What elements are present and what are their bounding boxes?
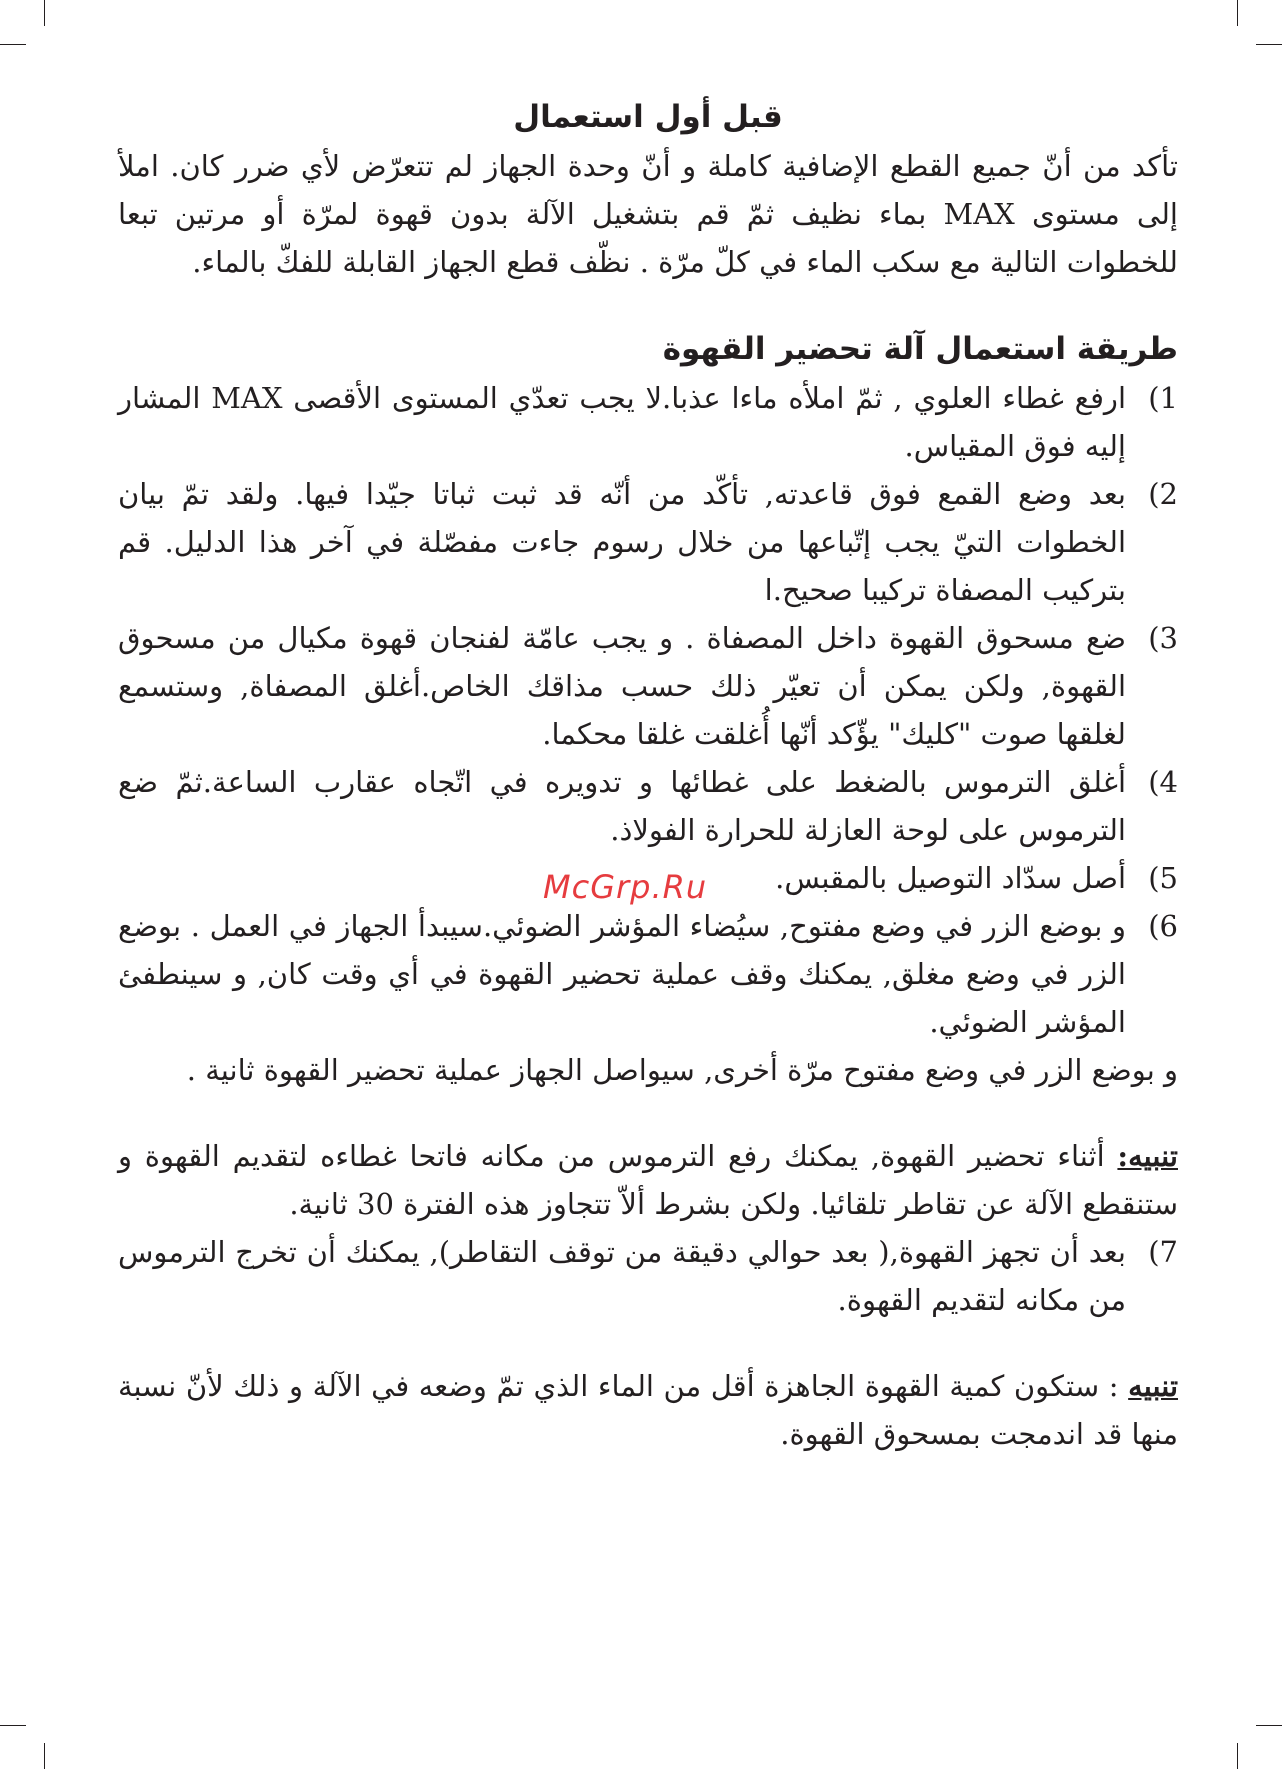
step-item xyxy=(118,614,1178,758)
step6-continuation: و بوضع الزر في وضع مفتوح مرّة أخرى, سيواصل الجهاز عملية تحضير القهوة ثانية . xyxy=(186,1053,1178,1087)
step-item xyxy=(118,470,1178,614)
crop-mark xyxy=(0,1725,26,1726)
crop-mark xyxy=(44,0,45,26)
section-title: طريقة استعمال آلة تحضير القهوة xyxy=(662,331,1178,367)
crop-mark xyxy=(1237,0,1238,26)
step-item xyxy=(118,902,1178,1046)
step-text: بعد أن تجهز القهوة,( بعد حوالي دقيقة من توقف التقاطر), يمكنك أن تخرج الترموس من مكانه لتقديم القهوة. xyxy=(118,1235,1126,1317)
page-title: قبل أول استعمال xyxy=(513,99,783,135)
crop-mark xyxy=(1256,44,1282,45)
crop-mark xyxy=(0,44,26,45)
step-item xyxy=(118,1228,1178,1324)
step-number: (3 xyxy=(1148,621,1178,655)
crop-mark xyxy=(44,1743,45,1769)
spacer xyxy=(118,286,1178,324)
spacer xyxy=(118,1324,1178,1362)
note-paragraph xyxy=(118,1362,1178,1458)
step-number: (7 xyxy=(1148,1235,1178,1269)
note-text: : ستكون كمية القهوة الجاهزة أقل من الماء الذي تمّ وضعه في الآلة و ذلك لأنّ نسبة منها قد اندمجت بمسحوق القهوة. xyxy=(118,1369,1178,1451)
note-label: تنبيه xyxy=(1128,1369,1179,1403)
note-paragraph xyxy=(118,1132,1178,1228)
step-number: (1 xyxy=(1148,381,1178,415)
step-number: (5 xyxy=(1148,861,1178,895)
step-number: (6 xyxy=(1148,909,1178,943)
step-number: (4 xyxy=(1148,765,1178,799)
crop-mark xyxy=(1237,1743,1238,1769)
step-item xyxy=(118,758,1178,854)
steps-list xyxy=(118,374,1178,1046)
step-number: (2 xyxy=(1148,477,1178,511)
step-text: بعد وضع القمع فوق قاعدته, تأكّد من أنّه قد ثبت ثباتا جيّدا فيها. ولقد تمّ بيان الخطوات التيّ يجب إتّباعها من خلال رسوم جاءت مفصّلة في آخر هذا الدليل. قم بتركيب المصفاة تركيبا صحيح.ا xyxy=(118,477,1126,607)
step-text: ارفع غطاء العلوي , ثمّ املأه ماءا عذبا.لا يجب تعدّي المستوى الأقصى MAX المشار إليه فوق المقياس. xyxy=(118,381,1126,463)
spacer xyxy=(118,1094,1178,1132)
step-text: أصل سدّاد التوصيل بالمقبس. xyxy=(775,861,1126,895)
step-text: أغلق الترموس بالضغط على غطائها و تدويره في اتّجاه عقارب الساعة.ثمّ ضع الترموس على لوحة العازلة للحرارة الفولاذ. xyxy=(118,765,1126,847)
intro-paragraph: تأكد من أنّ جميع القطع الإضافية كاملة و أنّ وحدة الجهاز لم تتعرّض لأي ضرر كان. املأ إلى مستوى MAX بماء نظيف ثمّ قم بتشغيل الآلة بدون قهوة لمرّة أو مرتين تبعا للخطوات التالية مع سكب الماء في كلّ مرّة . نظّف قطع الجهاز القابلة للفكّ بالماء. xyxy=(118,149,1178,279)
note-label: تنبيه: xyxy=(1117,1139,1178,1173)
note-text: أثناء تحضير القهوة, يمكنك رفع الترموس من مكانه فاتحا غطاءه لتقديم القهوة و ستنقطع الآلة عن تقاطر تلقائيا. ولكن بشرط ألاّ تتجاوز هذه الفترة 30 ثانية. xyxy=(118,1139,1178,1221)
step-text: ضع مسحوق القهوة داخل المصفاة . و يجب عامّة لفنجان قهوة مكيال من مسحوق القهوة, ولكن يمكن أن تعيّر ذلك حسب مذاقك الخاص.أغلق المصفاة, وستسمع لغلقها صوت "كليك" يؤّكد أنّها أُغلقت غلقا محكما. xyxy=(118,621,1126,751)
step-text: و بوضع الزر في وضع مفتوح, سيُضاء المؤشر الضوئي.سيبدأ الجهاز في العمل . بوضع الزر في وضع مغلق, يمكنك وقف عملية تحضير القهوة في أي وقت كان, و سينطفئ المؤشر الضوئي. xyxy=(118,909,1126,1039)
steps-list xyxy=(118,1228,1178,1324)
manual-page xyxy=(118,92,1178,1458)
watermark: McGrp.Ru xyxy=(543,868,708,906)
step-item xyxy=(118,374,1178,470)
crop-mark xyxy=(1256,1725,1282,1726)
